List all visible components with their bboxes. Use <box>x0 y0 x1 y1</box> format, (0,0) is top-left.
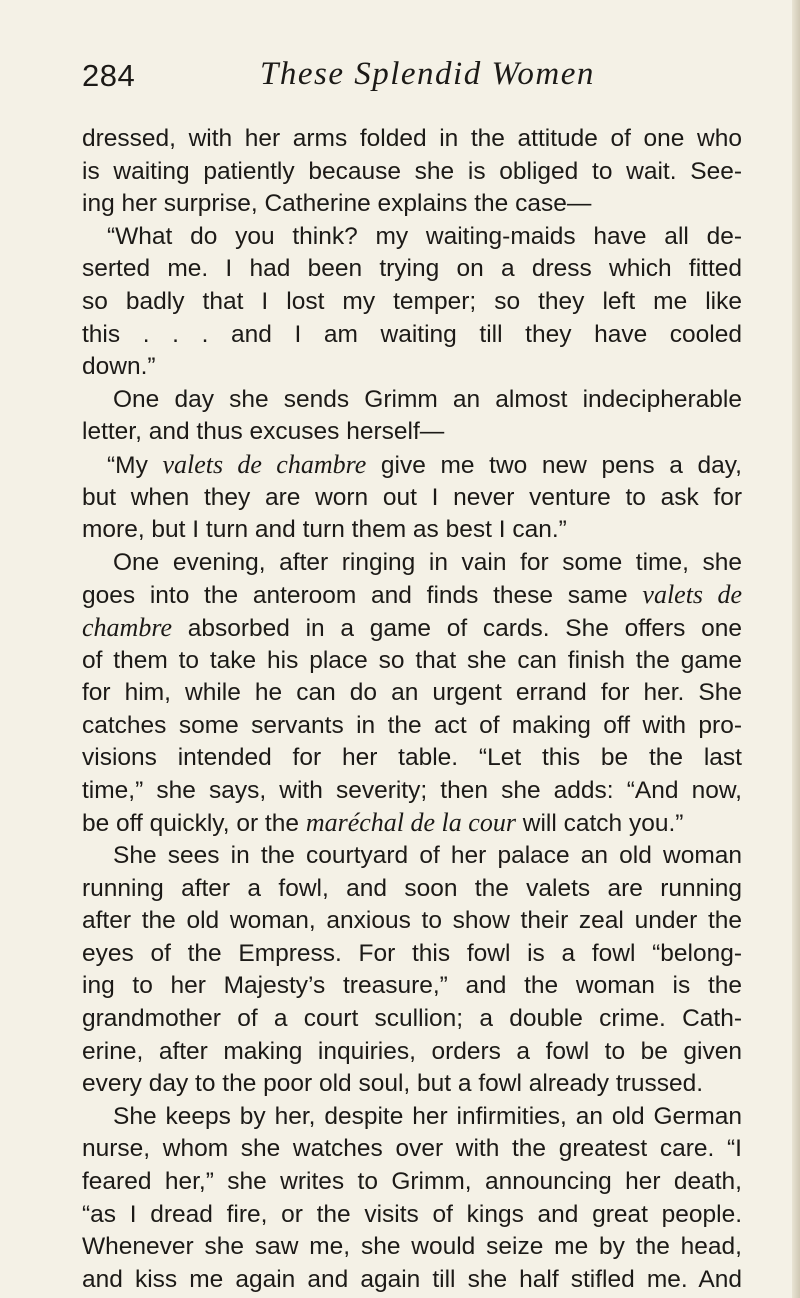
italic-text: maréchal de la cour <box>305 808 516 838</box>
text-line: ing her surprise, Catherine explains the case— <box>82 190 592 218</box>
text-line: She sees in the courtyard of her palace an old woman <box>113 842 742 870</box>
text-line: every day to the poor old soul, but a fowl already trussed. <box>82 1070 704 1098</box>
text-line: this . . . and I am waiting till they have cooled <box>82 320 742 348</box>
body-text <box>82 123 742 1296</box>
text-line: She keeps by her, despite her infirmities, an old German <box>113 1102 742 1130</box>
text-line: catches some servants in the act of making off with pro- <box>82 711 742 739</box>
text-line: serted me. I had been trying on a dress which fitted <box>82 255 742 283</box>
text-run: be off quickly, or the <box>82 810 306 838</box>
text-line: “as I dread fire, or the visits of kings and great people. <box>82 1200 742 1228</box>
text-line: down.” <box>82 353 156 381</box>
text-line: after the old woman, anxious to show their zeal under the <box>82 907 742 935</box>
italic-text: valets de chambre <box>162 449 367 479</box>
text-line <box>82 579 742 612</box>
text-run: absorbed in a game of cards. She offers one <box>172 614 742 642</box>
text-line: visions intended for her table. “Let this be the last <box>82 744 742 772</box>
page-header <box>82 50 732 106</box>
text-line: “What do you think? my waiting-maids have all de- <box>107 222 742 250</box>
text-line <box>82 449 742 482</box>
text-run: goes into the anteroom and finds these same <box>82 582 643 610</box>
text-line: ing to her Majesty’s treasure,” and the woman is the <box>82 972 742 1000</box>
text-line: time,” she says, with severity; then she adds: “And now, <box>82 776 742 804</box>
text-line: feared her,” she writes to Grimm, announcing her death, <box>82 1168 742 1195</box>
text-line: One evening, after ringing in vain for some time, she <box>113 548 742 576</box>
text-line: nurse, whom she watches over with the greatest care. “I <box>82 1135 742 1163</box>
text-run: “My <box>107 451 163 479</box>
text-line <box>82 807 742 840</box>
text-run: give me two new pens a day, <box>366 451 742 479</box>
text-line: running after a fowl, and soon the valets are running <box>82 874 742 902</box>
page-edge <box>792 0 800 1298</box>
text-line: but when they are worn out I never venture to ask for <box>82 483 742 511</box>
italic-text: valets de <box>642 580 743 610</box>
text-line: more, but I turn and turn them as best I can.” <box>82 516 567 544</box>
text-line: One day she sends Grimm an almost indecipherable <box>113 385 742 413</box>
page-number: 284 <box>82 58 136 93</box>
text-line: grandmother of a court scullion; a double crime. Cath- <box>82 1005 742 1033</box>
text-line: eyes of the Empress. For this fowl is a fowl “belong- <box>82 939 742 967</box>
text-line: dressed, with her arms folded in the attitude of one who <box>82 125 742 152</box>
italic-text: chambre <box>82 612 173 642</box>
text-run: will catch you.” <box>515 810 684 838</box>
text-line: of them to take his place so that she can finish the game <box>82 646 742 674</box>
text-line: Whenever she saw me, she would seize me by the head, <box>82 1233 742 1261</box>
text-line <box>82 612 742 645</box>
running-title: These Splendid Women <box>260 56 595 92</box>
text-line: and kiss me again and again till she half stifled me. And <box>82 1265 742 1293</box>
text-line: is waiting patiently because she is obliged to wait. See- <box>82 157 742 185</box>
text-line: letter, and thus excuses herself— <box>82 418 445 446</box>
text-line: erine, after making inquiries, orders a fowl to be given <box>82 1037 742 1065</box>
text-line: for him, while he can do an urgent errand for her. She <box>82 679 742 707</box>
text-line: so badly that I lost my temper; so they left me like <box>82 287 742 315</box>
